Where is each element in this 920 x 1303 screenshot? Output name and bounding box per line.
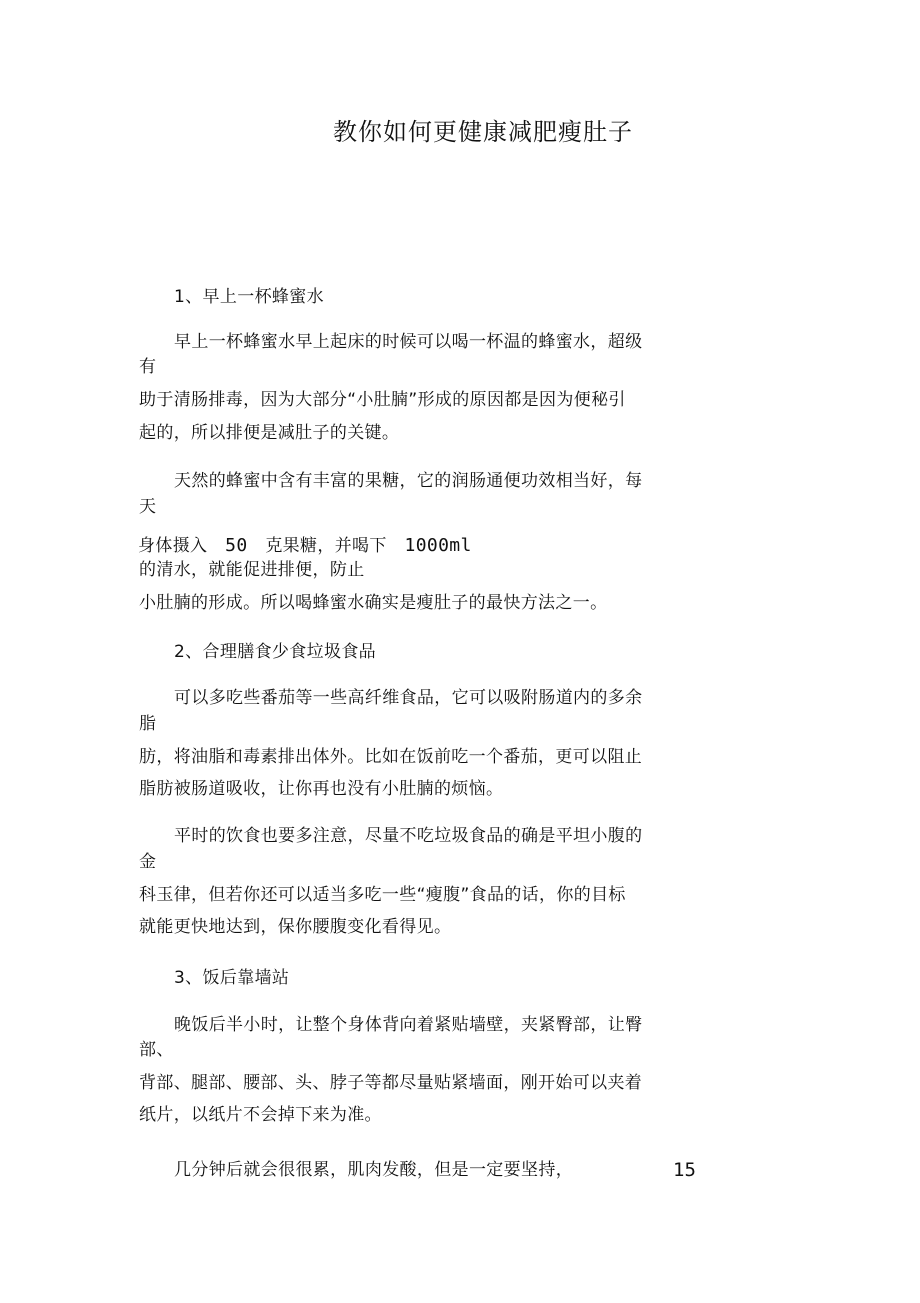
paragraph-line: 平时的饮食也要多注意，尽量不吃垃圾食品的确是平坦小腹的	[174, 826, 643, 846]
paragraph-line: 背部、腿部、腰部、头、脖子等都尽量贴紧墙面，刚开始可以夹着	[139, 1073, 643, 1093]
paragraph-line: 脂肪被肠道吸收，让你再也没有小肚腩的烦恼。	[139, 779, 504, 799]
paragraph-line: 就能更快地达到，保你腰腹变化看得见。	[139, 917, 452, 937]
section-heading-2: 2、合理膳食少食垃圾食品	[174, 642, 377, 662]
text-fragment: 身体摄入	[138, 536, 208, 556]
paragraph-line: 晚饭后半小时，让整个身体背向着紧贴墙壁，夹紧臀部，让臀	[174, 1015, 643, 1035]
paragraph-line-with-values	[138, 534, 472, 558]
paragraph-line: 小肚腩的形成。所以喝蜂蜜水确实是瘦肚子的最快方法之一。	[139, 593, 608, 613]
paragraph-line: 几分钟后就会很很累，肌肉发酸，但是一定要坚持，	[174, 1160, 574, 1180]
text-fragment: 克果糖，并喝下	[265, 536, 387, 556]
paragraph-line: 肪，将油脂和毒素排出体外。比如在饭前吃一个番茄，更可以阻止	[139, 747, 643, 767]
paragraph-line: 天	[139, 497, 157, 517]
paragraph-line: 金	[139, 852, 157, 872]
paragraph-line: 天然的蜂蜜中含有丰富的果糖，它的润肠通便功效相当好，每	[174, 471, 643, 491]
paragraph-line: 部、	[139, 1040, 174, 1060]
section-heading-3: 3、饭后靠墙站	[174, 968, 290, 988]
paragraph-line: 助于清肠排毒，因为大部分“小肚腩”形成的原因都是因为便秘引	[139, 390, 626, 410]
paragraph-line: 可以多吃些番茄等一些高纤维食品，它可以吸附肠道内的多余	[174, 688, 643, 708]
section-heading-1: 1、早上一杯蜂蜜水	[174, 287, 324, 307]
numeric-value: 50	[225, 535, 248, 556]
paragraph-line: 脂	[139, 714, 157, 734]
paragraph-line: 有	[139, 357, 157, 377]
paragraph-line: 起的，所以排便是减肚子的关键。	[139, 423, 400, 443]
paragraph-line: 纸片，以纸片不会掉下来为准。	[139, 1105, 382, 1125]
numeric-value: 1000ml	[404, 535, 472, 556]
document-title: 教你如何更健康减肥瘦肚子	[333, 118, 633, 146]
paragraph-line: 早上一杯蜂蜜水早上起床的时候可以喝一杯温的蜂蜜水，超级	[174, 332, 643, 352]
paragraph-line: 科玉律，但若你还可以适当多吃一些“瘦腹”食品的话，你的目标	[139, 885, 626, 905]
paragraph-line: 的清水，就能促进排便，防止	[139, 560, 365, 580]
page-number: 15	[673, 1159, 696, 1181]
